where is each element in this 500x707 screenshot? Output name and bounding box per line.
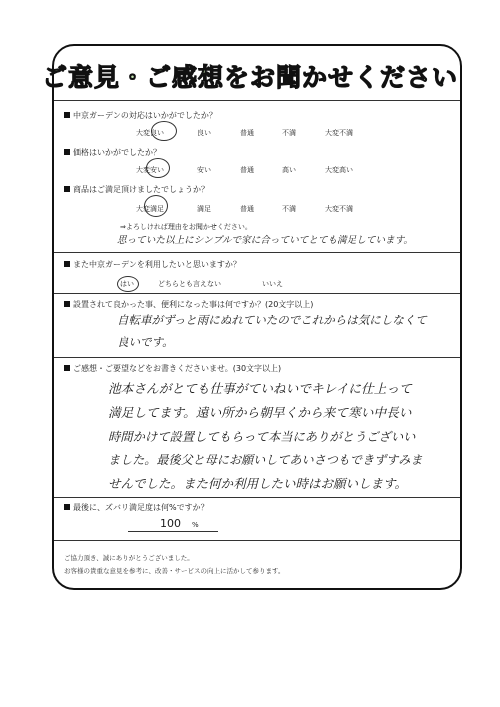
question-comments-label: ご感想・ご要望などをお書きくださいませ。(30文字以上) <box>73 364 282 373</box>
option[interactable]: 安い <box>197 166 211 174</box>
satisfaction-unit: % <box>192 521 199 529</box>
question-reuse <box>64 259 241 270</box>
bullet-square-icon <box>64 112 70 118</box>
reason-answer: 思っていた以上にシンプルで家に合っていてとても満足しています。 <box>117 235 414 246</box>
bullet-square-icon <box>64 301 70 307</box>
question-1-label: 中京ガーデンの対応はいかがでしたか？ <box>73 111 217 120</box>
option[interactable]: 大変不満 <box>325 129 353 137</box>
question-2 <box>64 147 161 158</box>
option[interactable]: 大変高い <box>325 166 353 174</box>
option[interactable]: 普通 <box>240 205 254 213</box>
option[interactable]: 大変満足 <box>136 205 164 213</box>
good-points-answer-line: 自転車がずっと雨にぬれていたのでこれからは気にしなくて <box>117 313 427 327</box>
question-good-points-label: 設置されて良かった事、便利になった事は何ですか？(20文字以上) <box>73 300 314 309</box>
reason-prompt: ⇒よろしければ理由をお聞かせください。 <box>120 223 252 231</box>
question-2-label: 価格はいかがでしたか？ <box>73 148 161 157</box>
option[interactable]: 普通 <box>240 129 254 137</box>
section-divider <box>54 357 460 358</box>
bullet-square-icon <box>64 261 70 267</box>
comments-answer-line: 満足してます。遠い所から朝早くから来て寒い中長い <box>108 405 412 420</box>
option[interactable]: 満足 <box>197 205 211 213</box>
option[interactable]: 普通 <box>240 166 254 174</box>
bullet-square-icon <box>64 186 70 192</box>
section-divider <box>54 497 460 498</box>
question-3 <box>64 184 209 195</box>
question-good-points <box>64 299 313 310</box>
option[interactable]: どちらとも言えない <box>158 280 221 288</box>
comments-answer-line: 池本さんがとても仕事がていねいでキレイに仕上って <box>108 381 412 396</box>
option[interactable]: 不満 <box>282 129 296 137</box>
satisfaction-value: 100 <box>160 517 181 530</box>
section-divider <box>54 293 460 294</box>
option[interactable]: いいえ <box>262 280 283 288</box>
survey-title: ご意見・ご感想をお聞かせください <box>41 63 458 92</box>
option[interactable]: 不満 <box>282 205 296 213</box>
bullet-square-icon <box>64 504 70 510</box>
option[interactable]: はい <box>120 280 134 288</box>
question-1 <box>64 110 217 121</box>
title-divider <box>54 100 460 101</box>
bullet-square-icon <box>64 149 70 155</box>
section-divider <box>54 252 460 253</box>
option[interactable]: 良い <box>197 129 211 137</box>
question-satisfaction-label: 最後に、ズバリ満足度は何%ですか？ <box>73 503 209 512</box>
footer-thanks: ご協力頂き、誠にありがとうございました。 <box>64 554 194 562</box>
option[interactable]: 高い <box>282 166 296 174</box>
question-3-label: 商品はご満足頂けましたでしょうか？ <box>73 185 209 194</box>
bullet-square-icon <box>64 365 70 371</box>
comments-answer-line: せんでした。また何か利用したい時はお願いします。 <box>108 476 408 491</box>
option[interactable]: 大変安い <box>136 166 164 174</box>
comments-answer-line: ました。最後父と母にお願いしてあいさつもできずすみま <box>108 453 423 467</box>
question-satisfaction <box>64 502 209 513</box>
section-divider <box>54 540 460 541</box>
option[interactable]: 大変良い <box>136 129 164 137</box>
footer-note: お客様の貴重な意見を参考に、改善・サービスの向上に活かして参ります。 <box>64 567 285 575</box>
option[interactable]: 大変不満 <box>325 205 353 213</box>
question-reuse-label: また中京ガーデンを利用したいと思いますか？ <box>73 260 241 269</box>
comments-answer-line: 時間かけて設置してもらって本当にありがとうございい <box>108 430 416 444</box>
good-points-answer-line: 良いです。 <box>117 335 174 349</box>
satisfaction-underline <box>128 531 218 532</box>
question-comments <box>64 363 281 374</box>
